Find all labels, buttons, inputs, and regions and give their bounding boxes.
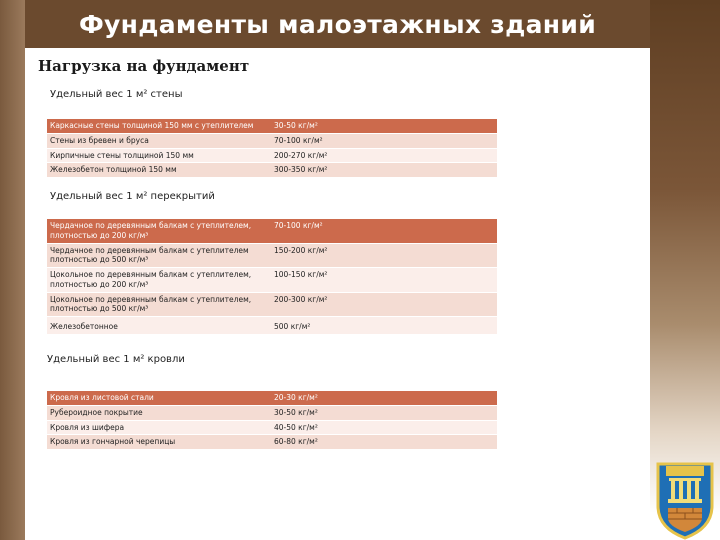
weight-cell: 60-80 кг/м²	[271, 435, 497, 450]
material-cell: Чердачное по деревянным балкам с утеплителем, плотностью до 200 кг/м³	[47, 219, 271, 243]
weight-cell: 200-270 кг/м²	[271, 148, 497, 163]
weight-cell: 40-50 кг/м²	[271, 420, 497, 435]
emblem-logo	[650, 458, 720, 540]
walls-table	[47, 119, 497, 178]
table-row	[47, 119, 497, 133]
section-label-floors: Удельный вес 1 м² перекрытий	[50, 191, 215, 202]
weight-cell: 300-350 кг/м²	[271, 163, 497, 178]
weight-cell: 200-300 кг/м²	[271, 292, 497, 317]
table-row	[47, 219, 497, 243]
table-row	[47, 292, 497, 317]
page-title: Фундаменты малоэтажных зданий	[25, 0, 650, 48]
weight-cell: 20-30 кг/м²	[271, 391, 497, 405]
weight-cell: 30-50 кг/м²	[271, 405, 497, 420]
section-label-roofs: Удельный вес 1 м² кровли	[47, 354, 185, 365]
material-cell: Каркасные стены толщиной 150 мм с утеплителем	[47, 119, 271, 133]
material-cell: Кровля из шифера	[47, 420, 271, 435]
material-cell: Кровля из листовой стали	[47, 391, 271, 405]
material-cell: Кровля из гончарной черепицы	[47, 435, 271, 450]
material-cell: Стены из бревен и бруса	[47, 133, 271, 148]
material-cell: Цокольное по деревянным балкам с утеплителем, плотностью до 500 кг/м³	[47, 292, 271, 317]
material-cell: Железобетонное	[47, 317, 271, 335]
roofs-table	[47, 391, 497, 450]
material-cell: Кирпичные стены толщиной 150 мм	[47, 148, 271, 163]
table-row	[47, 133, 497, 148]
table-row	[47, 243, 497, 268]
weight-cell: 100-150 кг/м²	[271, 268, 497, 293]
table-row	[47, 148, 497, 163]
table-row	[47, 405, 497, 420]
table-row	[47, 391, 497, 405]
table-row	[47, 435, 497, 450]
weight-cell: 30-50 кг/м²	[271, 119, 497, 133]
left-decor-strip	[0, 0, 25, 540]
table-row	[47, 317, 497, 335]
weight-cell: 70-100 кг/м²	[271, 219, 497, 243]
material-cell: Чердачное по деревянным балкам с утеплителем плотностью до 500 кг/м³	[47, 243, 271, 268]
section-label-walls: Удельный вес 1 м² стены	[50, 89, 183, 100]
material-cell: Железобетон толщиной 150 мм	[47, 163, 271, 178]
table-row	[47, 420, 497, 435]
material-cell: Рубероидное покрытие	[47, 405, 271, 420]
weight-cell: 150-200 кг/м²	[271, 243, 497, 268]
subtitle: Нагрузка на фундамент	[38, 57, 250, 75]
weight-cell: 70-100 кг/м²	[271, 133, 497, 148]
table-row	[47, 268, 497, 293]
material-cell: Цокольное по деревянным балкам с утеплителем, плотностью до 200 кг/м³	[47, 268, 271, 293]
weight-cell: 500 кг/м²	[271, 317, 497, 335]
floors-table	[47, 219, 497, 335]
table-row	[47, 163, 497, 178]
